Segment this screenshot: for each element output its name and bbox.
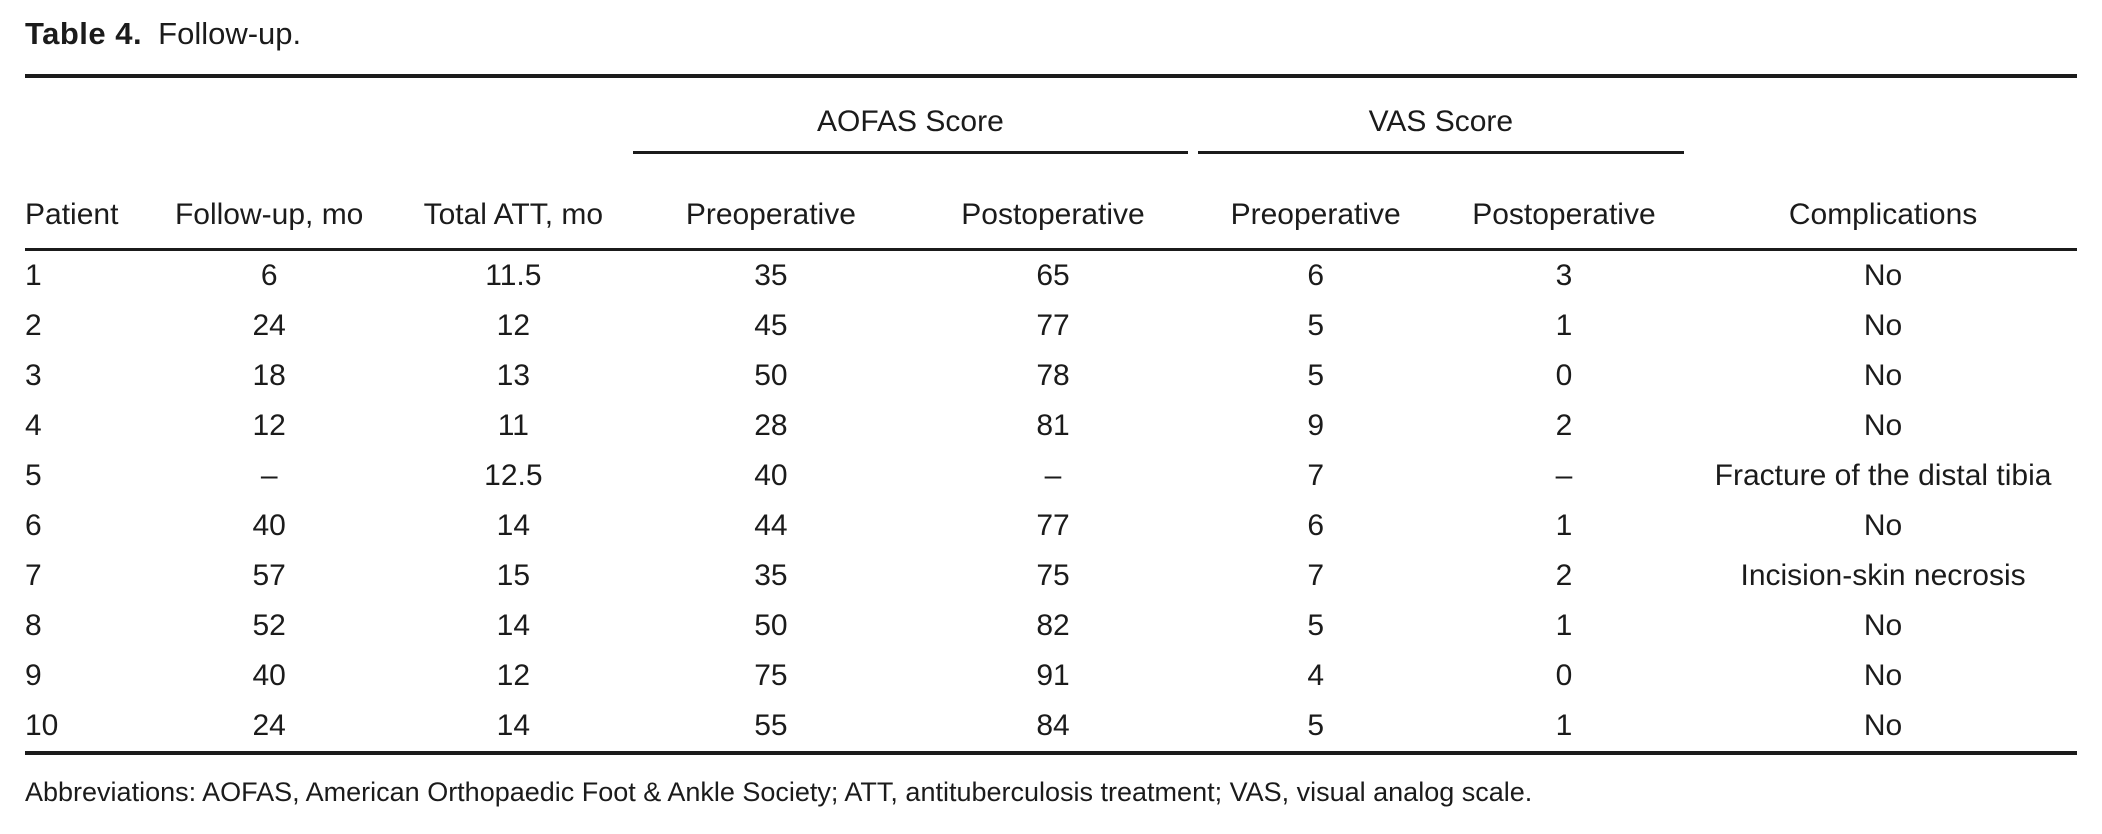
- column-header-aofas-postoperative: Postoperative: [913, 154, 1192, 250]
- cell-vas-post: 3: [1555, 259, 1573, 292]
- cell-aofas-pre: 28: [754, 409, 788, 442]
- table-row: [25, 351, 2077, 401]
- cell-patient: 6: [25, 509, 42, 542]
- cell-complications: No: [1863, 609, 1903, 642]
- cell-vas-pre: 4: [1307, 659, 1324, 692]
- table-row: [25, 651, 2077, 701]
- cell-total-att: 13: [496, 359, 531, 392]
- column-header-patient: Patient: [25, 154, 140, 250]
- group-header-aofas: [628, 76, 1192, 154]
- table-caption-label: Table 4.: [25, 16, 143, 51]
- group-header-aofas-label: AOFAS Score: [633, 105, 1187, 154]
- cell-aofas-post: 77: [1036, 309, 1070, 342]
- column-header-total-att: Total ATT, mo: [398, 154, 628, 250]
- column-header-complications: Complications: [1689, 154, 2077, 250]
- cell-aofas-pre: 35: [754, 559, 788, 592]
- table-caption: [25, 12, 2077, 56]
- table-row: [25, 301, 2077, 351]
- cell-complications: Fracture of the distal tibia: [1714, 459, 2052, 492]
- cell-vas-pre: 7: [1307, 559, 1324, 592]
- cell-followup: 40: [252, 659, 286, 692]
- table-header: [25, 76, 2077, 250]
- table-caption-title: Follow-up.: [158, 16, 302, 51]
- cell-patient: 9: [25, 659, 42, 692]
- cell-total-att: 14: [496, 609, 531, 642]
- cell-patient: 5: [25, 459, 42, 492]
- cell-complications: No: [1863, 309, 1903, 342]
- table-row: [25, 551, 2077, 601]
- cell-vas-pre: 7: [1307, 459, 1324, 492]
- cell-aofas-pre: 44: [754, 509, 788, 542]
- cell-aofas-post: 91: [1036, 659, 1070, 692]
- cell-patient: 8: [25, 609, 42, 642]
- table-body: [25, 250, 2077, 754]
- cell-vas-pre: 5: [1307, 309, 1324, 342]
- table-row: [25, 401, 2077, 451]
- cell-total-att: 12: [496, 309, 531, 342]
- cell-vas-pre: 5: [1307, 359, 1324, 392]
- cell-vas-post: 1: [1555, 709, 1573, 742]
- column-header-vas-postoperative: Postoperative: [1439, 154, 1689, 250]
- cell-complications: No: [1863, 509, 1903, 542]
- cell-aofas-post: 84: [1036, 709, 1070, 742]
- cell-vas-pre: 5: [1307, 609, 1324, 642]
- cell-aofas-post: –: [1044, 459, 1062, 492]
- cell-aofas-post: 78: [1036, 359, 1070, 392]
- cell-followup: 6: [260, 259, 278, 292]
- group-header-spacer-left: [25, 76, 628, 154]
- cell-patient: 4: [25, 409, 42, 442]
- cell-complications: No: [1863, 359, 1903, 392]
- cell-aofas-post: 81: [1036, 409, 1070, 442]
- cell-vas-post: 1: [1555, 509, 1573, 542]
- cell-complications: No: [1863, 709, 1903, 742]
- table-row: [25, 601, 2077, 651]
- cell-total-att: 12: [496, 659, 531, 692]
- cell-patient: 10: [25, 709, 59, 742]
- cell-aofas-post: 77: [1036, 509, 1070, 542]
- cell-vas-post: 1: [1555, 609, 1573, 642]
- cell-vas-post: 2: [1555, 409, 1573, 442]
- cell-aofas-pre: 35: [754, 259, 788, 292]
- cell-patient: 2: [25, 309, 42, 342]
- cell-vas-post: 0: [1555, 359, 1573, 392]
- footnote: Abbreviations: AOFAS, American Orthopaedic Foot & Ankle Society; ATT, antituberculosis treatment; VAS, visual analog scale.: [25, 777, 1533, 807]
- cell-followup: 18: [252, 359, 286, 392]
- group-header-row: [25, 76, 2077, 154]
- cell-vas-pre: 6: [1307, 509, 1324, 542]
- followup-table: [25, 74, 2077, 755]
- cell-aofas-pre: 55: [754, 709, 788, 742]
- column-header-vas-preoperative: Preoperative: [1193, 154, 1439, 250]
- group-header-vas-label: VAS Score: [1198, 105, 1685, 154]
- cell-patient: 3: [25, 359, 42, 392]
- cell-aofas-pre: 45: [754, 309, 788, 342]
- cell-followup: 12: [252, 409, 286, 442]
- cell-vas-post: 0: [1555, 659, 1573, 692]
- cell-total-att: 15: [496, 559, 531, 592]
- cell-vas-pre: 6: [1307, 259, 1324, 292]
- page-container: [25, 12, 2077, 809]
- cell-followup: 24: [252, 309, 286, 342]
- cell-vas-post: 1: [1555, 309, 1573, 342]
- cell-aofas-pre: 40: [754, 459, 788, 492]
- cell-aofas-pre: 50: [754, 609, 788, 642]
- cell-vas-pre: 9: [1307, 409, 1324, 442]
- cell-aofas-pre: 50: [754, 359, 788, 392]
- table-row: [25, 250, 2077, 302]
- cell-aofas-post: 75: [1036, 559, 1070, 592]
- cell-vas-post: 2: [1555, 559, 1573, 592]
- cell-total-att: 12.5: [484, 459, 543, 492]
- cell-vas-pre: 5: [1307, 709, 1324, 742]
- table-row: [25, 701, 2077, 753]
- column-header-row: [25, 154, 2077, 250]
- cell-total-att: 11: [497, 409, 529, 442]
- cell-aofas-pre: 75: [754, 659, 788, 692]
- group-header-vas: [1193, 76, 1690, 154]
- column-header-aofas-preoperative: Preoperative: [628, 154, 913, 250]
- cell-followup: 52: [252, 609, 286, 642]
- cell-followup: 40: [252, 509, 286, 542]
- cell-complications: Incision-skin necrosis: [1740, 559, 2026, 592]
- cell-vas-post: –: [1555, 459, 1573, 492]
- cell-patient: 7: [25, 559, 42, 592]
- cell-aofas-post: 82: [1036, 609, 1070, 642]
- cell-followup: 57: [252, 559, 286, 592]
- cell-total-att: 11.5: [485, 259, 542, 292]
- cell-patient: 1: [25, 259, 42, 292]
- cell-complications: No: [1863, 259, 1903, 292]
- column-header-followup: Follow-up, mo: [140, 154, 399, 250]
- cell-complications: No: [1863, 409, 1903, 442]
- table-row: [25, 451, 2077, 501]
- cell-complications: No: [1863, 659, 1903, 692]
- cell-total-att: 14: [496, 509, 531, 542]
- group-header-spacer-right: [1689, 76, 2077, 154]
- cell-total-att: 14: [496, 709, 531, 742]
- table-row: [25, 501, 2077, 551]
- cell-followup: 24: [252, 709, 286, 742]
- cell-followup: –: [260, 459, 278, 492]
- cell-aofas-post: 65: [1036, 259, 1070, 292]
